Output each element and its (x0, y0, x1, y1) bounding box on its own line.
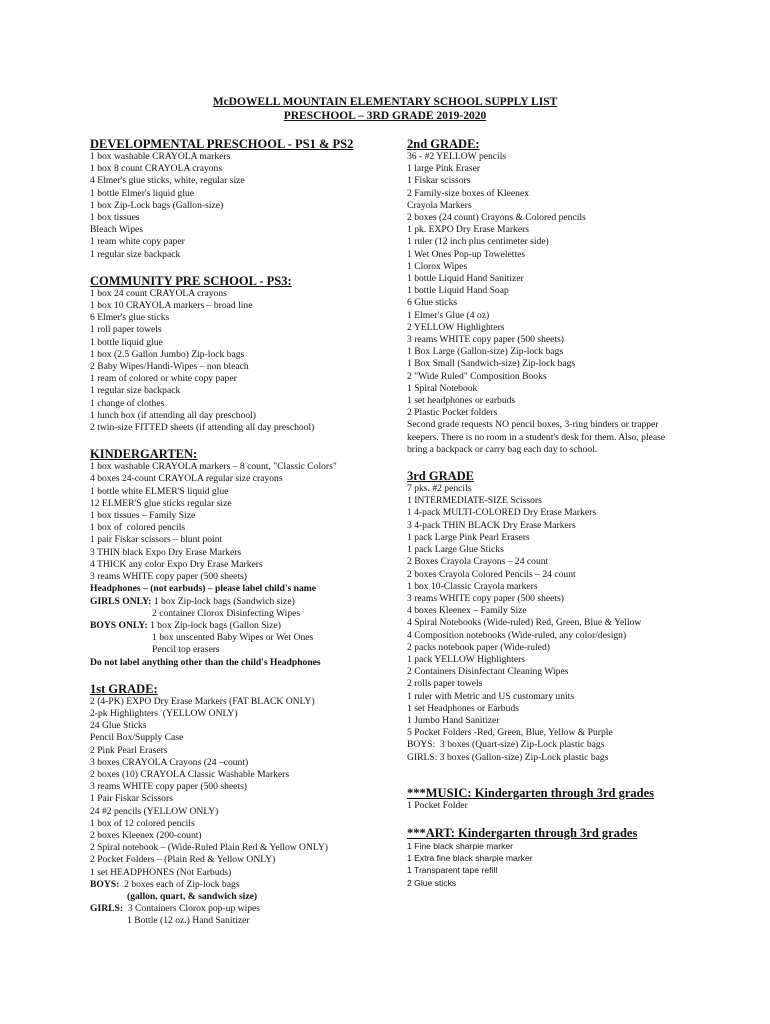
list-item: 1 Box Small (Sandwich-size) Zip-lock bags (407, 358, 576, 370)
list-item: 1 Pair Fiskar Scissors (90, 793, 173, 805)
list-item: 3 4-pack THIN BLACK Dry Erase Markers (407, 519, 576, 531)
list-item: 1 bottle Liquid Hand Soap (407, 285, 509, 297)
list-item: 1 box Zip-lock bags (Gallon Size) (150, 619, 281, 631)
section-heading: KINDERGARTEN: (90, 447, 198, 462)
boys-row (90, 879, 390, 891)
section-heading: 1st GRADE: (90, 681, 158, 696)
section-second-grade (407, 137, 697, 456)
girls-only-row (90, 596, 390, 608)
list-item: 2 (4-PK) EXPO Dry Erase Markers (FAT BLACK ONLY) (90, 695, 315, 707)
list-item: 3 THIN black Expo Dry Erase Markers (90, 546, 242, 558)
list-item: 1 box 8 count CRAYOLA crayons (90, 163, 223, 175)
document-title: McDOWELL MOUNTAIN ELEMENTARY SCHOOL SUPPLY LIST (212, 96, 558, 108)
list-item: 2 Pocket Folders – (Plain Red & Yellow ONLY) (90, 854, 276, 866)
list-item: 1 box (2.5 Gallon Jumbo) Zip-lock bags (90, 348, 245, 360)
list-item: 2 Boxes Crayola Crayons – 24 count (407, 556, 549, 568)
list-item: 2 boxes Kleenex (200-count) (90, 829, 202, 841)
list-item: 2 Pink Pearl Erasers (90, 744, 168, 756)
list-item: 4 boxes Kleenex – Family Size (407, 605, 527, 617)
section-heading: 3rd GRADE (407, 469, 475, 484)
list-item: 36 - #2 YELLOW pencils (407, 151, 507, 162)
list-item: 12 ELMER'S glue sticks regular size (90, 497, 232, 509)
list-item: 1 ruler (12 inch plus centimeter side) (407, 236, 549, 248)
list-item: 1 box unscented Baby Wipes or Wet Ones (152, 632, 314, 644)
list-item: 2 container Clorox Disinfecting Wipes (152, 607, 301, 619)
list-item: 1 Jumbo Hand Sanitizer (407, 714, 500, 726)
list-item: 1 box washable CRAYOLA markers – 8 count, "Classic Colors" (90, 461, 337, 473)
list-item: 1 bottle Liquid Hand Sanitizer (407, 273, 524, 285)
list-item: 4 boxes 24-count CRAYOLA regular size crayons (90, 473, 283, 485)
list-item: 1 set Headphones or Earbuds (407, 702, 519, 714)
list-item: 1 INTERMEDIATE-SIZE Scissors (407, 495, 542, 507)
list-item: 1 box 10 CRAYOLA markers – broad line (90, 300, 253, 312)
section-kindergarten (90, 447, 390, 668)
list-item: 2 Containers Disinfectant Cleaning Wipes (407, 666, 569, 678)
list-item: 3 reams WHITE copy paper (500 sheets) (90, 571, 247, 583)
list-item: 1 Pocket Folder (407, 799, 468, 811)
kindergarten-note: Do not label anything other than the child's Headphones (90, 656, 321, 668)
list-item: 1 bottle liquid glue (90, 336, 163, 348)
list-item: 1 regular size backpack (90, 385, 181, 397)
list-item: 4 THICK any color Expo Dry Erase Markers (90, 558, 263, 570)
list-item: 1 set headphones or earbuds (407, 395, 516, 407)
list-item: Pencil Box/Supply Case (90, 732, 184, 744)
list-item: 1 bottle Elmer's liquid glue (90, 187, 195, 199)
boys-only-label: BOYS ONLY: (90, 619, 148, 631)
list-item: 1 box tissues – Family Size (90, 510, 196, 522)
list-item: 2 boxes (24 count) Crayons & Colored pencils (407, 212, 586, 224)
second-grade-note: Second grade requests NO pencil boxes, 3-ring binders or trapper keepers. There is no room in a student's desk for them. Also, please bring a backpack or carry bag each day to school. (407, 419, 666, 455)
list-item: BOYS: 3 boxes (Quart-size) Zip-Lock plastic bags (407, 739, 605, 751)
list-item: 3 boxes CRAYOLA Crayons (24 –count) (90, 756, 249, 768)
list-item: 3 reams WHITE copy paper (500 sheets) (407, 334, 564, 346)
list-item: 1 box 10-Classic Crayola markers (407, 580, 538, 592)
list-item: 1 Wet Ones Pop-up Towelettes (407, 248, 526, 260)
list-item: 1 pair Fiskar scissors – blunt point (90, 534, 223, 546)
list-item: 2 Spiral notebook – (Wide-Ruled Plain Red & Yellow ONLY) (90, 842, 328, 854)
list-item: 1 large Pink Eraser (407, 163, 481, 175)
list-item: 1 pk. EXPO Dry Erase Markers (407, 224, 530, 236)
girls-row (90, 903, 390, 915)
girls-label: GIRLS: (90, 903, 124, 915)
list-item: 1 box Zip-lock bags (Sandwich size) (153, 595, 295, 607)
list-item: 1 roll paper towels (90, 324, 162, 336)
list-item: 2 Plastic Pocket folders (407, 407, 498, 419)
section-third-grade (407, 469, 697, 764)
section-community-preschool (90, 274, 390, 434)
list-item: 1 box washable CRAYOLA markers (90, 151, 231, 162)
list-item: 4 Composition notebooks (Wide-ruled, any color/design) (407, 629, 627, 641)
list-item: GIRLS: 3 boxes (Gallon-size) Zip-Lock plastic bags (407, 751, 609, 763)
right-column (407, 137, 697, 889)
list-item: 2 boxes each of Zip-lock bags (124, 878, 240, 890)
list-item: 2 Glue sticks (407, 877, 457, 888)
section-developmental-preschool (90, 137, 390, 261)
left-column (90, 137, 390, 928)
list-item: 3 reams WHITE copy paper (500 sheets) (407, 592, 564, 604)
list-item: 2 Baby Wipes/Handi-Wipes – non bleach (90, 361, 249, 373)
list-item: 1 Elmer's Glue (4 oz) (407, 309, 490, 321)
list-item: 5 Pocket Folders -Red, Green, Blue, Yellow & Purple (407, 727, 613, 739)
list-item: 6 Elmer's glue sticks (90, 312, 170, 324)
list-item: 3 Containers Clorox pop-up wipes (127, 903, 261, 915)
list-item: 1 bottle white ELMER'S liquid glue (90, 485, 229, 497)
section-heading: ***MUSIC: Kindergarten through 3rd grades (407, 785, 654, 800)
list-item: 2 boxes (10) CRAYOLA Classic Washable Markers (90, 768, 290, 780)
list-item: 2-pk Highlighters (YELLOW ONLY) (90, 707, 238, 719)
list-item: 1 set HEADPHONES (Not Earbuds) (90, 866, 232, 878)
list-item: 1 box of colored pencils (90, 522, 186, 534)
list-item: 2 packs notebook paper (Wide-ruled) (407, 641, 550, 653)
list-item: 1 box tissues (90, 212, 140, 224)
list-item: 1 Clorox Wipes (407, 260, 468, 272)
list-item: Bleach Wipes (90, 224, 143, 236)
list-item: 1 pack Large Glue Sticks (407, 544, 504, 556)
section-heading: ***ART: Kindergarten through 3rd grades (407, 825, 638, 840)
list-item: 1 ruler with Metric and US customary units (407, 690, 575, 702)
list-item: 2 Family-size boxes of Kleenex (407, 187, 530, 199)
list-item: 1 pack Large Pink Pearl Erasers (407, 531, 530, 543)
list-item: 2 rolls paper towels (407, 678, 483, 690)
list-item: (gallon, quart, & sandwich size) (127, 890, 258, 902)
list-item: 2 twin-size FITTED sheets (if attending all day preschool) (90, 422, 315, 434)
list-item: 1 box Zip-Lock bags (Gallon-size) (90, 199, 224, 211)
list-item: 1 ream white copy paper (90, 236, 185, 248)
list-item: 1 box 24 count CRAYOLA crayons (90, 287, 227, 299)
boys-only-row (90, 620, 390, 632)
section-heading: COMMUNITY PRE SCHOOL - PS3: (90, 273, 292, 288)
list-item: Crayola Markers (407, 199, 472, 211)
section-heading: 2nd GRADE: (407, 137, 480, 151)
list-item: 24 Glue Sticks (90, 720, 147, 732)
list-item: Pencil top erasers (152, 644, 220, 656)
section-music (407, 786, 697, 812)
list-item: 2 YELLOW Highlighters (407, 321, 505, 333)
list-item: 1 Spiral Notebook (407, 382, 478, 394)
list-item: 1 Transparent tape refill (407, 865, 498, 876)
list-item: 1 pack YELLOW Highlighters (407, 653, 526, 665)
boys-label: BOYS: (90, 878, 120, 890)
list-item: Headphones – (not earbuds) – please label child's name (90, 583, 317, 595)
document-subtitle: PRESCHOOL – 3RD GRADE 2019-2020 (283, 110, 487, 122)
list-item: 2 "Wide Ruled" Composition Books (407, 370, 547, 382)
list-item: 1 ream of colored or white copy paper (90, 373, 237, 385)
list-item: 7 pks. #2 pencils (407, 483, 472, 495)
list-item: 1 4-pack MULTI-COLORED Dry Erase Markers (407, 507, 597, 519)
list-item: 1 regular size backpack (90, 248, 181, 260)
list-item: 4 Spiral Notebooks (Wide-ruled) Red, Green, Blue & Yellow (407, 617, 642, 629)
section-first-grade (90, 682, 390, 928)
girls-only-label: GIRLS ONLY: (90, 595, 152, 607)
list-item: 1 Box Large (Gallon-size) Zip-lock bags (407, 346, 564, 358)
list-item: 3 reams WHITE copy paper (500 sheets) (90, 781, 247, 793)
section-art (407, 826, 697, 889)
section-heading: DEVELOPMENTAL PRESCHOOL - PS1 & PS2 (90, 137, 354, 151)
list-item: 24 #2 pencils (YELLOW ONLY) (90, 805, 219, 817)
list-item: 1 change of clothes (90, 397, 165, 409)
list-item: 2 boxes Crayola Colored Pencils – 24 count (407, 568, 576, 580)
list-item: 6 Glue sticks (407, 297, 458, 309)
list-item: 1 Extra fine black sharpie marker (407, 853, 533, 864)
list-item: 1 Fine black sharpie marker (407, 840, 514, 851)
list-item: 4 Elmer's glue sticks, white, regular size (90, 175, 245, 187)
list-item: 1 Fiskar scissors (407, 175, 471, 187)
list-item: 1 box of 12 colored pencils (90, 817, 195, 829)
list-item: 1 Bottle (12 oz.) Hand Sanitizer (127, 915, 250, 927)
list-item: 1 lunch box (if attending all day preschool) (90, 409, 256, 421)
